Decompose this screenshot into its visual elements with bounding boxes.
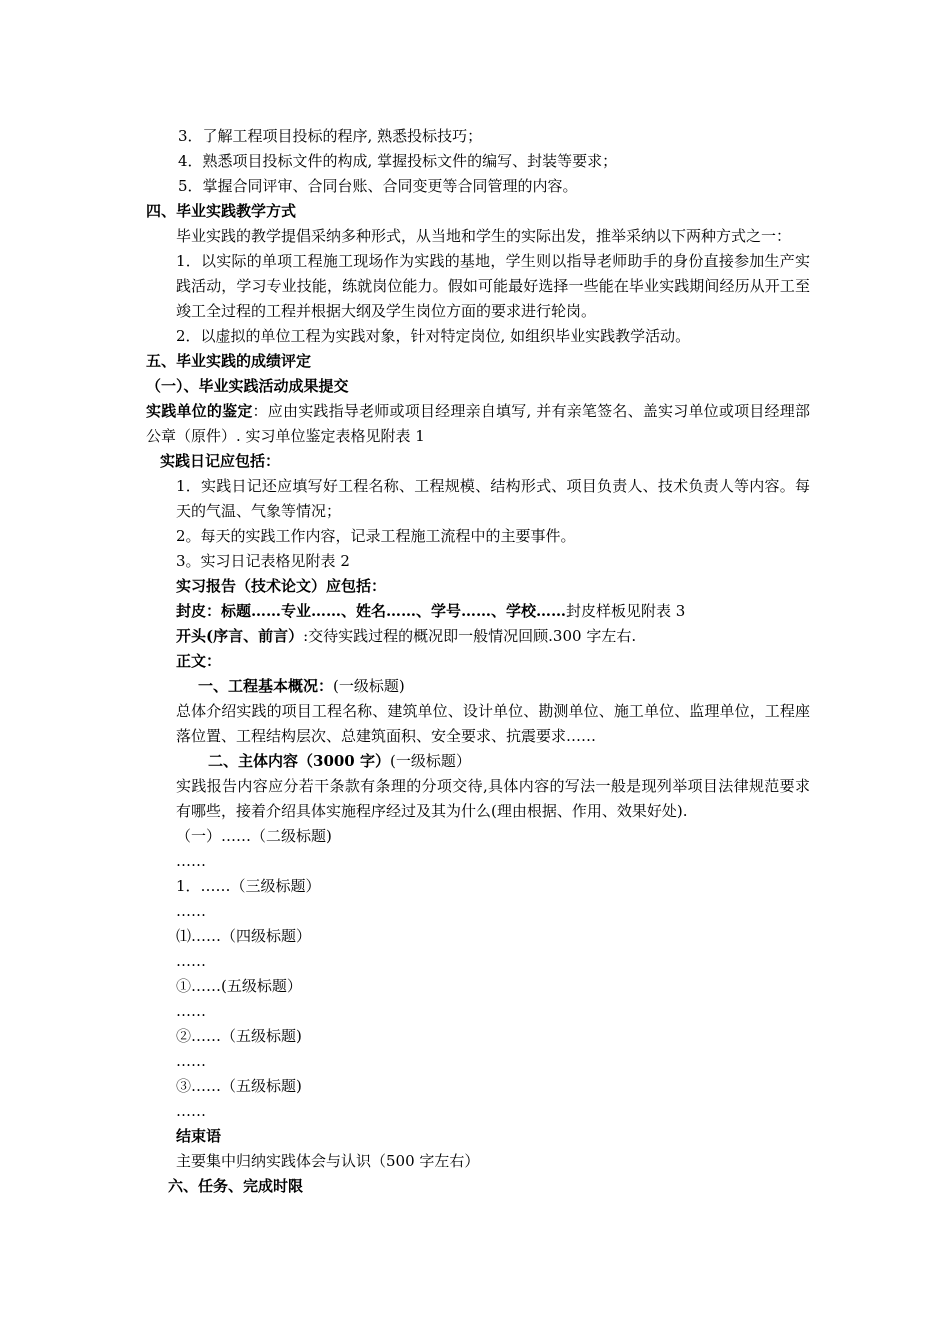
appraisal-text: ：应由实践指导老师或项目经理亲自填写, 并有亲笔签名、盖实习单位或项目经理部公章（原件）. 实习单位鉴定表格见附表 1: [146, 402, 810, 445]
outline-line: ①……(五级标题）: [176, 977, 302, 995]
document-body: [146, 124, 810, 1199]
cover-text: 封皮样板见附表 3: [566, 602, 686, 620]
part-1-heading: [146, 674, 810, 699]
part-1-label: 一、工程基本概况：: [198, 677, 334, 695]
part-2-heading: [146, 749, 810, 774]
part-1-note: (一级标题): [333, 677, 405, 695]
outline-line: ⑴……（四级标题）: [176, 927, 312, 945]
outline-line: ……: [176, 852, 206, 870]
part-1-text: 总体介绍实践的项目工程名称、建筑单位、设计单位、勘测单位、施工单位、监理单位，工程座落位置、工程结构层次、总建筑面积、安全要求、抗震要求……: [176, 702, 810, 745]
section-5-heading: 五、毕业实践的成绩评定: [146, 352, 312, 370]
requirement-item-4: 4．熟悉项目投标文件的构成, 掌握投标文件的编写、封装等要求；: [178, 152, 618, 170]
section-6-heading: 六、任务、完成时限: [168, 1177, 304, 1195]
conclusion-text: 主要集中归纳实践体会与认识（500 字左右）: [176, 1152, 480, 1170]
requirement-item-5: 5．掌握合同评审、合同台账、合同变更等合同管理的内容。: [178, 177, 578, 195]
outline-line: ……: [176, 1002, 206, 1020]
outline-line: ……: [176, 1052, 206, 1070]
outline-line: ③……（五级标题): [176, 1077, 302, 1095]
part-2-text: 实践报告内容应分若干条款有条理的分项交待,具体内容的写法一般是现列举项目法律规范要求有哪些，接着介绍具体实施程序经过及其为什么(理由根据、作用、效果好处).: [176, 777, 810, 820]
section-4-heading: 四、毕业实践教学方式: [146, 202, 297, 220]
diary-item-1: 1．实践日记还应填写好工程名称、工程规模、结构形式、项目负责人、技术负责人等内容。每天的气温、气象等情况；: [176, 477, 810, 520]
outline-line: （一）……（二级标题): [176, 827, 332, 845]
requirement-item-3: 3．了解工程项目投标的程序, 熟悉投标技巧；: [178, 127, 483, 145]
appraisal-paragraph: [146, 399, 810, 449]
appraisal-label: 实践单位的鉴定: [146, 402, 253, 420]
section-4-intro: 毕业实践的教学提倡采纳多种形式，从当地和学生的实际出发，推举采纳以下两种方式之一：: [176, 227, 792, 245]
conclusion-label: 结束语: [176, 1127, 222, 1145]
section-4-item-1: 1．以实际的单项工程施工现场作为实践的基地，学生则以指导老师助手的身份直接参加生产实践活动，学习专业技能，练就岗位能力。假如可能最好选择一些能在毕业实践期间经历从开工至竣工全过程的工程并根据大纲及学生岗位方面的要求进行轮岗。: [176, 252, 810, 320]
cover-line: [146, 599, 810, 624]
diary-item-2: 2。每天的实践工作内容，记录工程施工流程中的主要事件。: [176, 527, 576, 545]
outline-line: ……: [176, 952, 206, 970]
opening-line: [146, 624, 810, 649]
body-label: 正文：: [176, 652, 222, 670]
outline-line: ……: [176, 1102, 206, 1120]
section-4-item-2: 2．以虚拟的单位工程为实践对象，针对特定岗位, 如组织毕业实践教学活动。: [176, 327, 691, 345]
report-heading: 实习报告（技术论文）应包括：: [176, 577, 387, 595]
outline-line: 1．……（三级标题）: [176, 877, 321, 895]
diary-heading: 实践日记应包括：: [160, 452, 281, 470]
outline-line: ②……（五级标题): [176, 1027, 302, 1045]
opening-text: :交待实践过程的概况即一般情况回顾.300 字左右.: [303, 627, 637, 645]
section-5-subheading-1: （一）、毕业实践活动成果提交: [146, 377, 349, 395]
part-2-note: (一级标题）: [389, 752, 471, 770]
outline-line: ……: [176, 902, 206, 920]
cover-label: 封皮：标题……专业……、姓名……、学号……、学校……: [176, 602, 567, 620]
diary-item-3: 3。实习日记表格见附表 2: [176, 552, 350, 570]
part-2-label: 二、主体内容（3000 字）: [208, 752, 390, 770]
opening-label: 开头(序言、前言）: [176, 627, 304, 645]
